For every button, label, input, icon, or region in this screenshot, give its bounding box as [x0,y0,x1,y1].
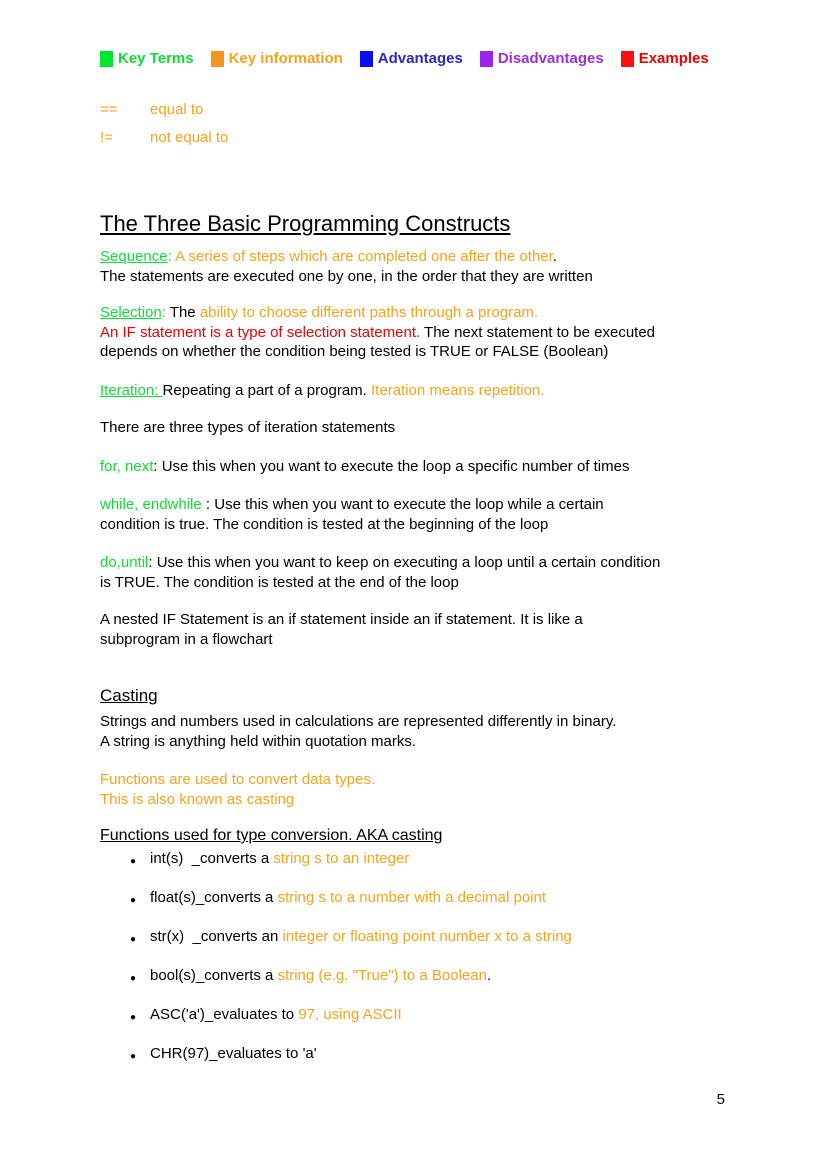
list-item-bool [130,966,728,986]
list-item-str [130,927,728,947]
sequence-detail: The statements are executed one by one, in the order that they are written [100,267,593,285]
nested-if-text: subprogram in a flowchart [100,630,273,648]
for-next-text: : Use this when you want to execute the loop a specific number of times [153,457,630,475]
legend-item-key-information [211,50,343,68]
key-term-sequence: Sequence [100,248,168,265]
legend-label: Disadvantages [497,50,604,67]
casting-orange-text: Functions are used to convert data types. [100,771,376,788]
paragraph-do-until [100,553,728,592]
legend-label: Key information [228,50,343,67]
function-description: string s to an integer [273,850,410,867]
list-item-int [130,849,728,869]
paragraph-sequence [100,247,728,286]
paragraph-for-next [100,457,728,477]
paragraph-iteration [100,381,728,401]
selection-text: The next statement to be executed [420,323,656,341]
iteration-definition: Iteration means repetition. [371,381,545,399]
heading-casting-text: Casting [100,686,158,705]
selection-text: depends on whether the condition being tested is TRUE or FALSE (Boolean) [100,343,609,360]
paragraph-casting-intro [100,712,728,751]
period: . [486,967,492,984]
paragraph-while-endwhile [100,495,728,534]
key-term-iteration: Iteration: [100,381,163,399]
list-item-float [130,888,728,908]
function-name: str(x) _converts an [150,928,283,945]
orange-swatch-icon [211,51,224,67]
separator: : [167,248,176,265]
do-until-text: : Use this when you want to keep on executing a loop until a certain condition [148,554,661,571]
separator: : [161,304,170,321]
casting-text: Strings and numbers used in calculations are represented differently in binary. [100,713,617,730]
blue-swatch-icon [360,51,373,67]
key-term-while-endwhile: while, endwhile [100,496,206,513]
legend-label: Examples [638,50,709,67]
green-swatch-icon [100,51,113,67]
purple-swatch-icon [480,51,493,67]
function-name: ASC('a')_evaluates to [150,1006,299,1023]
key-term-do-until: do,until [100,554,149,571]
period: . [552,248,557,265]
operator-symbol: == [100,101,118,118]
while-text: condition is true. The condition is tested at the beginning of the loop [100,515,549,533]
selection-definition: ability to choose different paths through a program. [199,304,539,321]
nested-if-text: A nested IF Statement is an if statement inside an if statement. It is like a [100,611,583,628]
operator-definitions [100,101,728,147]
legend-label: Key Terms [118,50,194,67]
function-name: float(s)_converts a [150,889,278,906]
paragraph-selection [100,303,728,362]
legend-item-examples [621,50,709,68]
heading-type-conversion: Functions used for type conversion. AKA casting [100,827,443,844]
do-until-text: is TRUE. The condition is tested at the end of the loop [100,573,459,591]
sequence-definition: A series of steps which are completed one after the other [175,248,553,265]
function-description: string (e.g. "True") to a Boolean [277,967,487,984]
casting-text: A string is anything held within quotation marks. [100,732,417,750]
paragraph-three-types: There are three types of iteration statements [100,419,396,436]
list-item-asc [130,1005,728,1025]
operator-meaning: equal to [150,101,204,118]
selection-text: The [169,304,200,321]
page-title: The Three Basic Programming Constructs [100,211,511,236]
function-name: int(s) _converts a [150,850,274,867]
red-swatch-icon [621,51,634,67]
heading-casting [100,685,728,706]
casting-orange-text: This is also known as casting [100,790,295,808]
operator-row-equal [100,101,728,119]
paragraph-nested-if [100,610,728,649]
iteration-text: Repeating a part of a program. [162,381,372,399]
list-item-chr [130,1044,728,1064]
color-key-legend [100,0,728,68]
legend-item-key-terms [100,50,194,68]
function-name: bool(s)_converts a [150,967,278,984]
legend-item-advantages [360,50,463,68]
legend-label: Advantages [377,50,463,67]
operator-symbol: != [100,129,113,146]
key-term-for-next: for, next [100,457,154,475]
selection-example: An IF statement is a type of selection statement. [100,323,421,341]
function-description: integer or floating point number x to a string [282,928,572,945]
casting-functions-list [100,849,728,1064]
page-number: 5 [716,1091,725,1108]
operator-row-not-equal [100,129,728,147]
function-name: CHR(97)_evaluates to 'a' [150,1045,317,1062]
key-term-selection: Selection [100,304,162,321]
legend-item-disadvantages [480,50,604,68]
function-description: string s to a number with a decimal point [277,889,547,906]
function-description: 97, using ASCII [298,1006,402,1023]
operator-meaning: not equal to [150,129,229,146]
paragraph-casting-functions [100,770,728,809]
while-text: : Use this when you want to execute the loop while a certain [205,496,604,513]
